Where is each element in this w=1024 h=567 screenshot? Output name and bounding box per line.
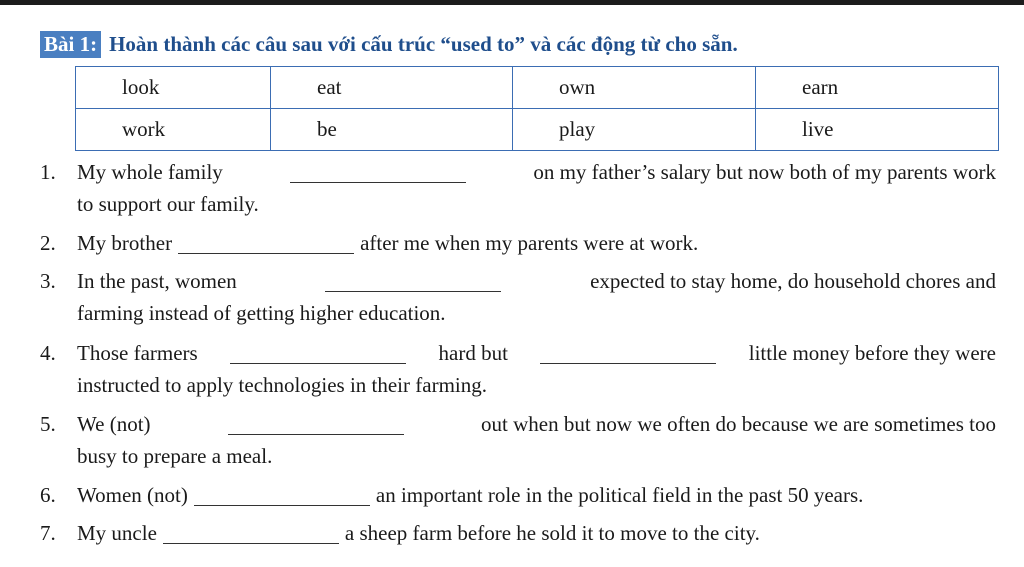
question-text: Those farmers: [77, 341, 198, 365]
question-text: a sheep farm before he sold it to move to the city.: [344, 521, 760, 545]
table-row: [76, 67, 999, 109]
question-text: Women (not): [77, 483, 188, 507]
question-3: [40, 265, 996, 329]
question-6: [40, 479, 996, 511]
question-text: after me when my parents were at work.: [360, 231, 699, 255]
question-text: expected to stay home, do household chores and: [590, 269, 996, 293]
answer-blank[interactable]: [230, 362, 406, 364]
word-cell: look: [76, 67, 271, 109]
word-cell: live: [756, 109, 999, 151]
word-cell: eat: [271, 67, 513, 109]
question-text: My whole family: [77, 160, 223, 184]
answer-blank[interactable]: [178, 252, 354, 254]
word-bank-table: [75, 66, 999, 151]
question-text: an important role in the political field in the past 50 years.: [375, 483, 864, 507]
question-1: [40, 156, 996, 220]
word-cell: earn: [756, 67, 999, 109]
answer-blank[interactable]: [540, 362, 716, 364]
exercise-label: Bài 1:: [40, 31, 101, 58]
question-number: 6.: [40, 483, 56, 507]
question-text: to support our family.: [77, 192, 259, 216]
question-text: In the past, women: [77, 269, 237, 293]
answer-blank[interactable]: [325, 290, 501, 292]
question-text: My uncle: [77, 521, 157, 545]
answer-blank[interactable]: [163, 542, 339, 544]
answer-blank[interactable]: [290, 181, 466, 183]
table-row: [76, 109, 999, 151]
answer-blank[interactable]: [194, 504, 370, 506]
exercise-heading: [40, 30, 738, 58]
question-7: [40, 517, 996, 549]
question-2: [40, 227, 996, 259]
question-text: instructed to apply technologies in their farming.: [77, 373, 487, 397]
word-cell: be: [271, 109, 513, 151]
question-number: 1.: [40, 160, 56, 184]
question-number: 4.: [40, 341, 56, 365]
question-text: farming instead of getting higher education.: [77, 301, 446, 325]
top-border: [0, 0, 1024, 5]
question-5: [40, 408, 996, 472]
question-number: 3.: [40, 269, 56, 293]
question-number: 7.: [40, 521, 56, 545]
question-number: 5.: [40, 412, 56, 436]
exercise-instruction: Hoàn thành các câu sau với cấu trúc “used to” và các động từ cho sẵn.: [109, 31, 738, 56]
answer-blank[interactable]: [228, 433, 404, 435]
question-text: hard but: [438, 341, 508, 365]
question-text: little money before they were: [748, 341, 996, 365]
word-cell: own: [513, 67, 756, 109]
question-text: My brother: [77, 231, 173, 255]
question-text: on my father’s salary but now both of my parents work: [533, 160, 996, 184]
question-text: busy to prepare a meal.: [77, 444, 273, 468]
question-number: 2.: [40, 231, 56, 255]
question-4: [40, 337, 996, 401]
question-text: out when but now we often do because we are sometimes too: [481, 412, 996, 436]
word-cell: play: [513, 109, 756, 151]
question-text: We (not): [77, 412, 151, 436]
word-cell: work: [76, 109, 271, 151]
